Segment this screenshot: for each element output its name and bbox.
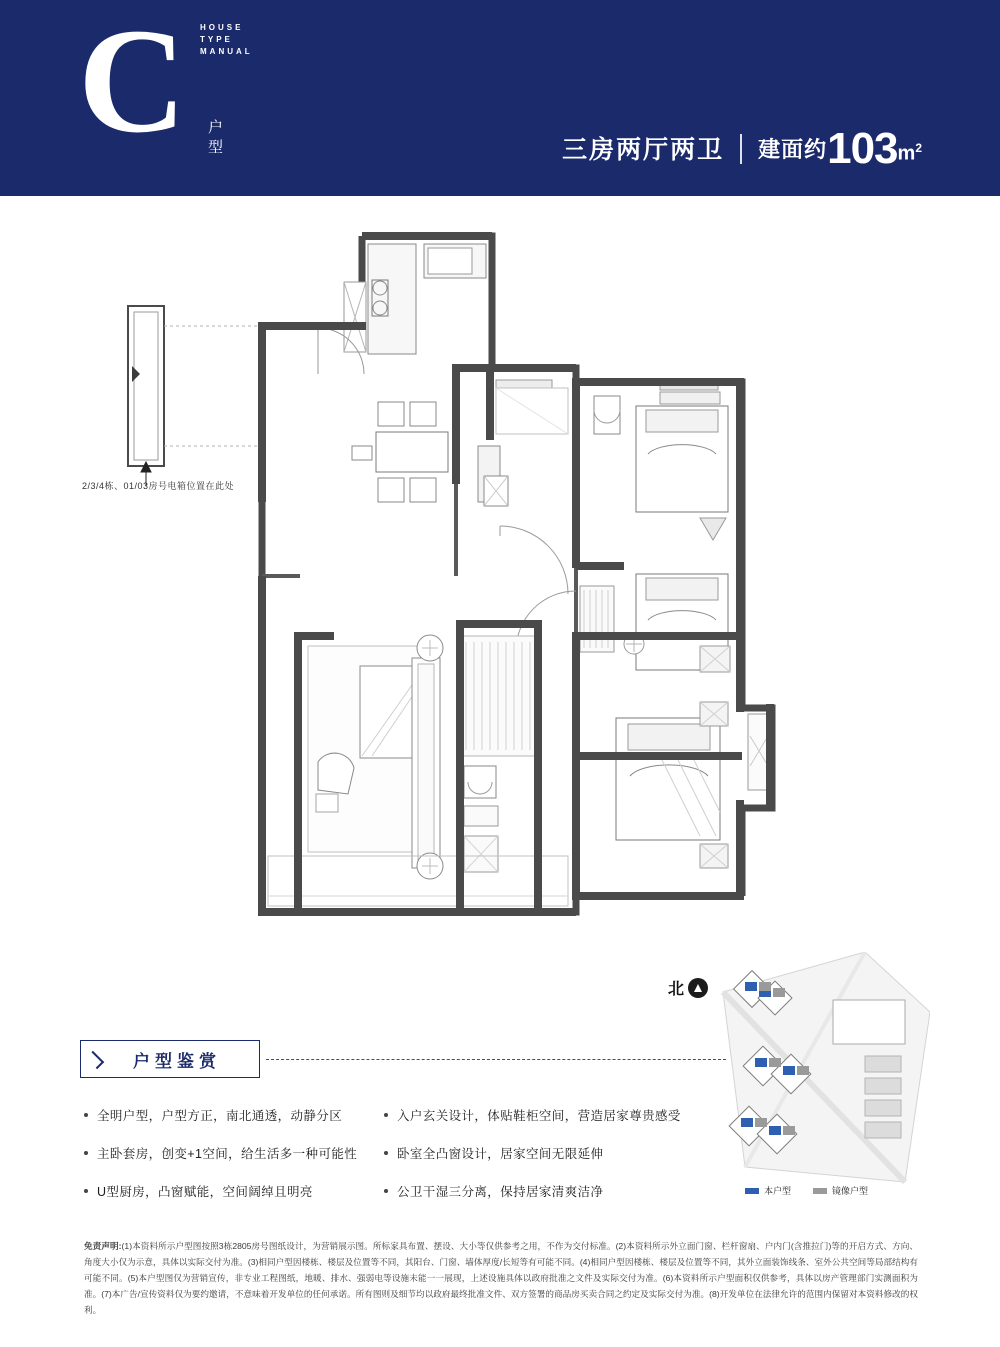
feature-column-right	[384, 1106, 704, 1220]
area-value: 103	[827, 124, 898, 173]
appreciation-divider	[266, 1059, 726, 1060]
feature-column-left	[84, 1106, 384, 1220]
legend-item-mirror	[813, 1184, 868, 1197]
bullet-icon	[84, 1189, 88, 1193]
room-layout-text: 三房两厅两卫	[562, 136, 725, 164]
feature-text: 入户玄关设计，体贴鞋柜空间，营造居家尊贵感受	[397, 1109, 681, 1123]
feature-item	[84, 1182, 384, 1200]
site-map-legend	[745, 1184, 868, 1197]
eyebrow-line-3: MANUAL	[200, 47, 253, 56]
feature-item	[84, 1106, 384, 1124]
compass	[668, 976, 708, 999]
legend-swatch-mirror	[813, 1188, 827, 1194]
appreciation-title: 户型鉴赏	[133, 1051, 221, 1071]
feature-list	[84, 1106, 704, 1220]
area-unit: $m^2$	[897, 141, 922, 165]
feature-item	[84, 1144, 384, 1162]
feature-item	[384, 1144, 704, 1162]
appreciation-title-box	[80, 1040, 260, 1078]
appreciation-section-header	[80, 1040, 920, 1080]
disclaimer-text: (1)本资料所示户型图按照3栋2805房号图纸设计，为营销展示图。所标家具布置、摆设、大小等仅供参考之用，不作为交付标准。(2)本资料所示外立面门窗、栏杆窗扇、户内门(含推拉门)等的开启方式、方向、角度大小仅为示意，具体以实际交付为准。(3)相同户型因楼栋、楼层及位置等不同，其阳台、门窗、墙体厚度/长短等有可能不同。(4)相同户型因楼栋、楼层及位置等不同，其外立面装饰线条、室外公共空间等局部结构有可能不同。(5)本户型图仅为营销宣传，非专业工程图纸，地暖、排水、强弱电等设施未能一一展现，上述设施具体以政府批准之文件及实际交付为准。(6)本资料所示户型面积仅供参考，具体以房产管理部门实测面积为准。(7)本广告/宣传资料仅为要约邀请，不意味着开发单位的任何承诺。所有图则及细节均以政府最终批准文件、双方签署的商品房买卖合同之约定及实际交付为准。(8)开发单位在法律允许的范围内保留对本资料修改的权利。	[84, 1241, 918, 1315]
page-header	[0, 0, 1000, 196]
legend-item-current	[745, 1184, 791, 1197]
house-type-subtitle: 户型	[208, 119, 226, 156]
feature-text: 主卧套房，创变+1空间，给生活多一种可能性	[97, 1147, 358, 1161]
feature-item	[384, 1182, 704, 1200]
bullet-icon	[84, 1113, 88, 1117]
eyebrow-line-1: HOUSE	[200, 23, 244, 32]
feature-text: 公卫干湿三分离，保持居家清爽洁净	[397, 1185, 604, 1199]
header-spec-group	[562, 124, 922, 173]
eyebrow-line-2: TYPE	[200, 35, 233, 44]
callout-detail	[128, 306, 258, 486]
header-divider	[740, 134, 742, 164]
chevron-right-icon	[86, 1051, 104, 1069]
floor-plan-area	[0, 196, 1000, 986]
legend-swatch-current	[745, 1188, 759, 1194]
disclaimer	[84, 1238, 918, 1318]
callout-note: 2/3/4栋、01/03房号电箱位置在此处	[82, 481, 235, 491]
house-type-letter: C	[78, 0, 183, 164]
feature-item	[384, 1106, 704, 1124]
feature-text: 全明户型，户型方正，南北通透，动静分区	[97, 1109, 343, 1123]
legend-label-current: 本户型	[764, 1186, 792, 1196]
header-eyebrow	[200, 22, 253, 58]
bullet-icon	[384, 1151, 388, 1155]
feature-text: U型厨房，凸窗赋能，空间阔绰且明亮	[97, 1185, 313, 1199]
floor-plan-drawing	[0, 196, 1000, 986]
north-arrow-icon	[688, 978, 708, 998]
compass-label: 北	[668, 981, 685, 998]
bullet-icon	[384, 1189, 388, 1193]
bullet-icon	[84, 1151, 88, 1155]
area-label: 建面约	[758, 137, 828, 162]
disclaimer-lead: 免责声明:	[84, 1241, 122, 1251]
bullet-icon	[384, 1113, 388, 1117]
legend-label-mirror: 镜像户型	[832, 1186, 869, 1196]
feature-text: 卧室全凸窗设计，居家空间无限延伸	[397, 1147, 604, 1161]
